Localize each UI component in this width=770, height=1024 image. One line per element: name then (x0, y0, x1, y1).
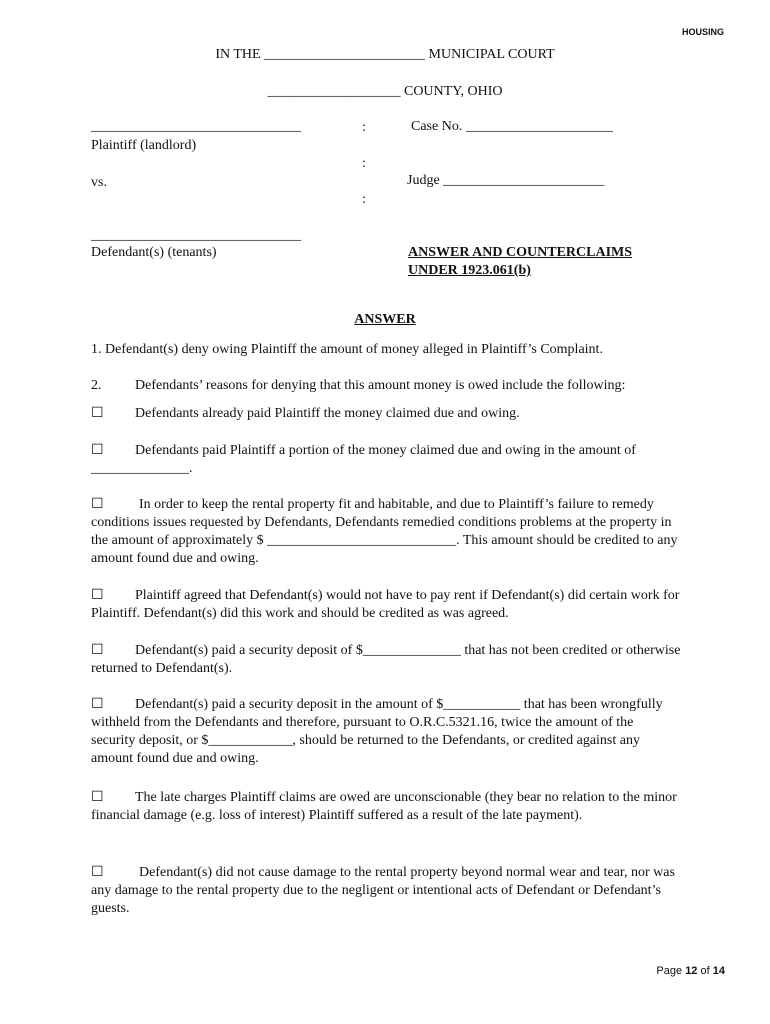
court-line: IN THE _______________________ MUNICIPAL COURT (215, 47, 555, 62)
checkbox[interactable]: ☐ (91, 643, 104, 658)
checkbox[interactable]: ☐ (91, 865, 104, 880)
option-work-agreement (91, 587, 681, 623)
page-number (656, 962, 725, 980)
option-text: The late charges Plaintiff claims are owed are unconscionable (they bear no relation to the minor financial damage (e.g. loss of interest) Plaintiff suffered as a result of the late payment). (91, 790, 677, 823)
section-label: HOUSING (681, 27, 724, 37)
checkbox[interactable]: ☐ (91, 443, 104, 458)
page-of: of (700, 965, 710, 977)
defendant-blank: ______________________________ (91, 228, 301, 243)
checkbox[interactable]: ☐ (91, 406, 104, 421)
item-text: Defendants’ reasons for denying that this amount money is owed include the following: (135, 378, 626, 393)
option-text: Plaintiff agreed that Defendant(s) would not have to pay rent if Defendant(s) did certain work for Plaintiff. Defendant(s) did this work and should be credited as was agreed. (91, 588, 680, 621)
option-deposit-withheld (91, 696, 681, 768)
answer-heading: ANSWER (354, 312, 416, 327)
plaintiff-blank: ______________________________ (91, 119, 301, 134)
page-current: 12 (685, 965, 698, 977)
option-text: Defendants already paid Plaintiff the money claimed due and owing. (135, 406, 520, 421)
item-number: 2. (91, 378, 102, 393)
option-remedied-conditions (91, 496, 681, 568)
county-line: ___________________ COUNTY, OHIO (267, 84, 503, 99)
document-title: ANSWER AND COUNTERCLAIMS (408, 245, 633, 260)
checkbox[interactable]: ☐ (91, 588, 104, 603)
answer-item-2 (91, 377, 625, 395)
option-security-deposit (91, 642, 681, 678)
page-prefix: Page (656, 965, 683, 977)
checkbox[interactable]: ☐ (91, 697, 104, 712)
caption-separator: : (362, 156, 366, 171)
option-text: Defendant(s) paid a security deposit of $______________ that has not been credited or otherwise returned to Defendant(s). (91, 643, 681, 676)
plaintiff-label: Plaintiff (landlord) (91, 138, 197, 153)
checkbox[interactable]: ☐ (91, 790, 104, 805)
option-partial-payment (91, 442, 681, 478)
option-text: In order to keep the rental property fit and habitable, and due to Plaintiff’s failure to remedy conditions issues requested by Defendants, Defendants remedied conditions problems at the property in the amount of approximately $ ___________________________. This amount should be credited to any amount found due and owing. (91, 497, 678, 566)
option-late-charges (91, 789, 681, 825)
page-total: 14 (712, 965, 725, 977)
option-text: Defendants paid Plaintiff a portion of the money claimed due and owing in the amount of ______________. (91, 443, 636, 476)
caption-separator: : (362, 192, 366, 207)
answer-item-1: 1. Defendant(s) deny owing Plaintiff the amount of money alleged in Plaintiff’s Complaint. (91, 342, 603, 357)
option-text: Defendant(s) did not cause damage to the rental property beyond normal wear and tear, nor was any damage to the rental property due to the negligent or intentional acts of Defendant or Defendant’s guests. (91, 865, 675, 916)
case-number: Case No. _____________________ (411, 119, 613, 134)
vs-label: vs. (91, 175, 107, 190)
option-already-paid (91, 405, 681, 423)
checkbox[interactable]: ☐ (91, 497, 104, 512)
document-subtitle: UNDER 1923.061(b) (408, 263, 531, 278)
defendant-label: Defendant(s) (tenants) (91, 245, 217, 260)
caption-separator: : (362, 120, 366, 135)
option-no-damage (91, 864, 681, 918)
judge-line: Judge _______________________ (407, 173, 605, 188)
option-text: Defendant(s) paid a security deposit in the amount of $___________ that has been wrongfully withheld from the Defendants and therefore, pursuant to O.R.C.5321.16, twice the amount of the security deposit, or $____________, should be returned to the Defendants, or credited against any amount found due and owing. (91, 697, 663, 766)
